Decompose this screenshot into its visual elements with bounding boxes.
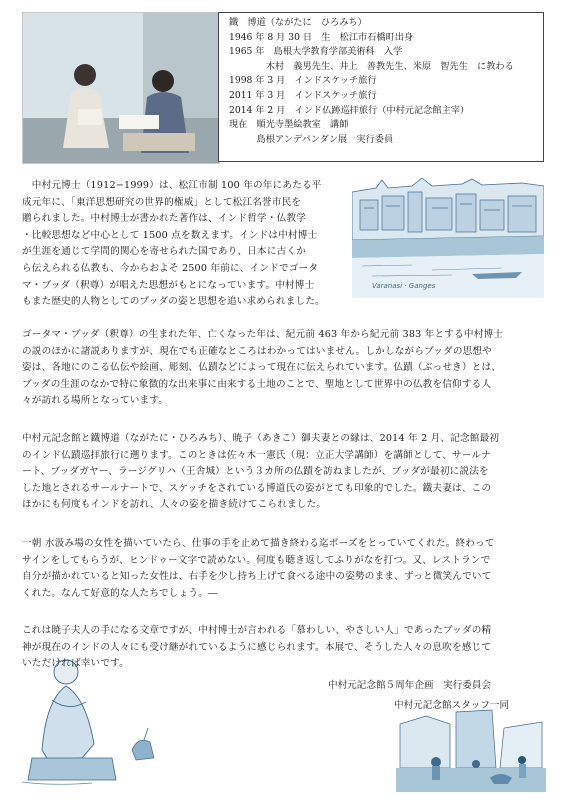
bio-education: 1965 年 島根大学教育学部美術科 入学: [229, 46, 403, 58]
bio-trip-1998: 1998 年 3 月 インドスケッチ旅行: [229, 75, 377, 87]
body-line: の説のほかに諸説ありますが、現在でも正確なところはわかってはいません。しかしながらブッダの思想や: [22, 345, 493, 357]
intro-line: 中村元博士（1912−1999）は、松江市制 100 年の年にあたる平: [22, 180, 322, 191]
body-line: これは暁子夫人の手になる文章ですが、中村博士が言われる「慕わしい、やさしい人」であったブッダの精: [22, 625, 492, 636]
bio-trip-2014: 2014 年 2 月 インド仏跡巡拝旅行（中村元記念館主宰）: [229, 104, 470, 116]
signature-staff: 中村元記念館スタッフ一同: [394, 700, 510, 711]
intro-line: 贈られました。中村博士が書かれた著作は、インド哲学・仏教学: [22, 213, 307, 225]
body-line: 自分が描かれていると知った女性は、右手を少し持ち上げて食べる途中の姿勢のまま、ずっと微笑んでいて: [22, 571, 492, 583]
buddha-paragraph: [22, 327, 546, 410]
body-line: 神が現在のインドの人々にも受け継がれているように感じられます。本展で、そうした人々の息吹を感じて: [22, 641, 492, 653]
body-line: ブッダの生涯のなかで特に象徴的な出来事に由来する土地のことで、聖地として世界中の仏教を信仰する人: [22, 378, 492, 390]
bio-trip-2011: 2011 年 3 月 インドスケッチ旅行: [229, 89, 377, 101]
street-sketch-drawing: [396, 708, 546, 792]
intro-line: 成元年に、「東洋思想研究の世界的権威」として松江名誉市民を: [22, 196, 302, 208]
bio-birth: 1946 年 8 月 30 日 生 松江市石橋町出身: [229, 31, 414, 43]
closing-paragraph: [22, 623, 546, 673]
body-line: いただければ幸いです。: [22, 658, 129, 670]
intro-line: マ・ブッダ（釈尊）が唱えた思想がもとになっています。中村博士: [22, 279, 315, 291]
photo-scene: [23, 13, 219, 163]
signature-committee: 中村元記念館５周年企画 実行委員会: [328, 680, 492, 691]
body-line: ゴータマ・ブッダ（釈尊）の生まれた年、亡くなった年は、紀元前 463 年から紀元前 383 年とする中村博士: [22, 329, 504, 340]
body-line: 姿は、各地にのこる仏伝や絵画、彫刻、仏蹟などによって現在に伝えられています。仏蹟（ぶっせき）とは、: [22, 362, 502, 374]
intro-line: ら伝えられる仏教も、今からおよそ 2500 年前に、インドでゴータ: [22, 262, 319, 274]
intro-paragraph: [22, 178, 352, 311]
body-line: した地とされるサールナートで、スケッチをされている博道氏の姿がとても印象的でした。鐵夫妻は、この: [22, 482, 492, 494]
body-line: 一朝 水汲み場の女性を描いていたら、仕事の手を止めて描き終わる迄ポーズをとっていてくれた。終わって: [22, 538, 495, 549]
bio-committee: 島根アンデパンダン展 実行委員: [229, 133, 394, 145]
intro-line: ・比較思想など中心として 1500 点を数えます。インドは中村博士: [22, 229, 318, 241]
body-line: サインをしてもらうが、ヒンドゥー文字で読めない。何度も聴き返してふりがなを打つ。又、レストランで: [22, 554, 491, 566]
ghat-sketch-drawing: [352, 178, 544, 298]
body-line: 中村元記念館と鐵博道（ながたに・ひろみち）、暁子（あきこ）御夫妻との縁は、2014 年 2 月、記念館最初: [22, 433, 500, 444]
sketch-caption: Varanasi · Ganges: [372, 282, 436, 290]
intro-line: が生涯を通じて学問的関心を寄せられた国であり、日本に古くか: [22, 246, 307, 258]
akiko-quote-paragraph: [22, 536, 546, 602]
artist-couple-photo: [22, 12, 220, 164]
connection-paragraph: [22, 431, 546, 514]
body-line: のインド仏蹟巡拝旅行に遡ります。このときは佐々木一憲氏（現：立正大学講師）を講師として、サールナ: [22, 449, 491, 461]
bio-name: 鐵 博道（ながたに ひろみち）: [229, 17, 367, 28]
varanasi-ghat-sketch: [352, 178, 544, 298]
street-scene-sketch: [396, 708, 546, 792]
body-line: ほかにも何度もインドを訪れ、人々の姿を描き続けてこられました。: [22, 499, 327, 511]
body-line: くれた。なんて好意的な人たちでしょう。―: [22, 587, 218, 599]
bio-current-role: 現在 順光寺墨絵教室 講師: [229, 119, 349, 131]
body-line: ート、ブッダガヤー、ラージグリハ（王舎城）という３カ所の仏蹟を訪ねましたが、ブッダが最初に説法を: [22, 466, 489, 478]
bio-teachers: 木村 義男先生、井上 善教先生、米原 智先生 に教わる: [229, 60, 514, 72]
intro-line: もまた歴史的人物としてのブッダの姿と思想を追い求められました。: [22, 296, 325, 308]
body-line: 々が訪れる場所となっています。: [22, 395, 169, 407]
biography-box: [218, 12, 544, 162]
